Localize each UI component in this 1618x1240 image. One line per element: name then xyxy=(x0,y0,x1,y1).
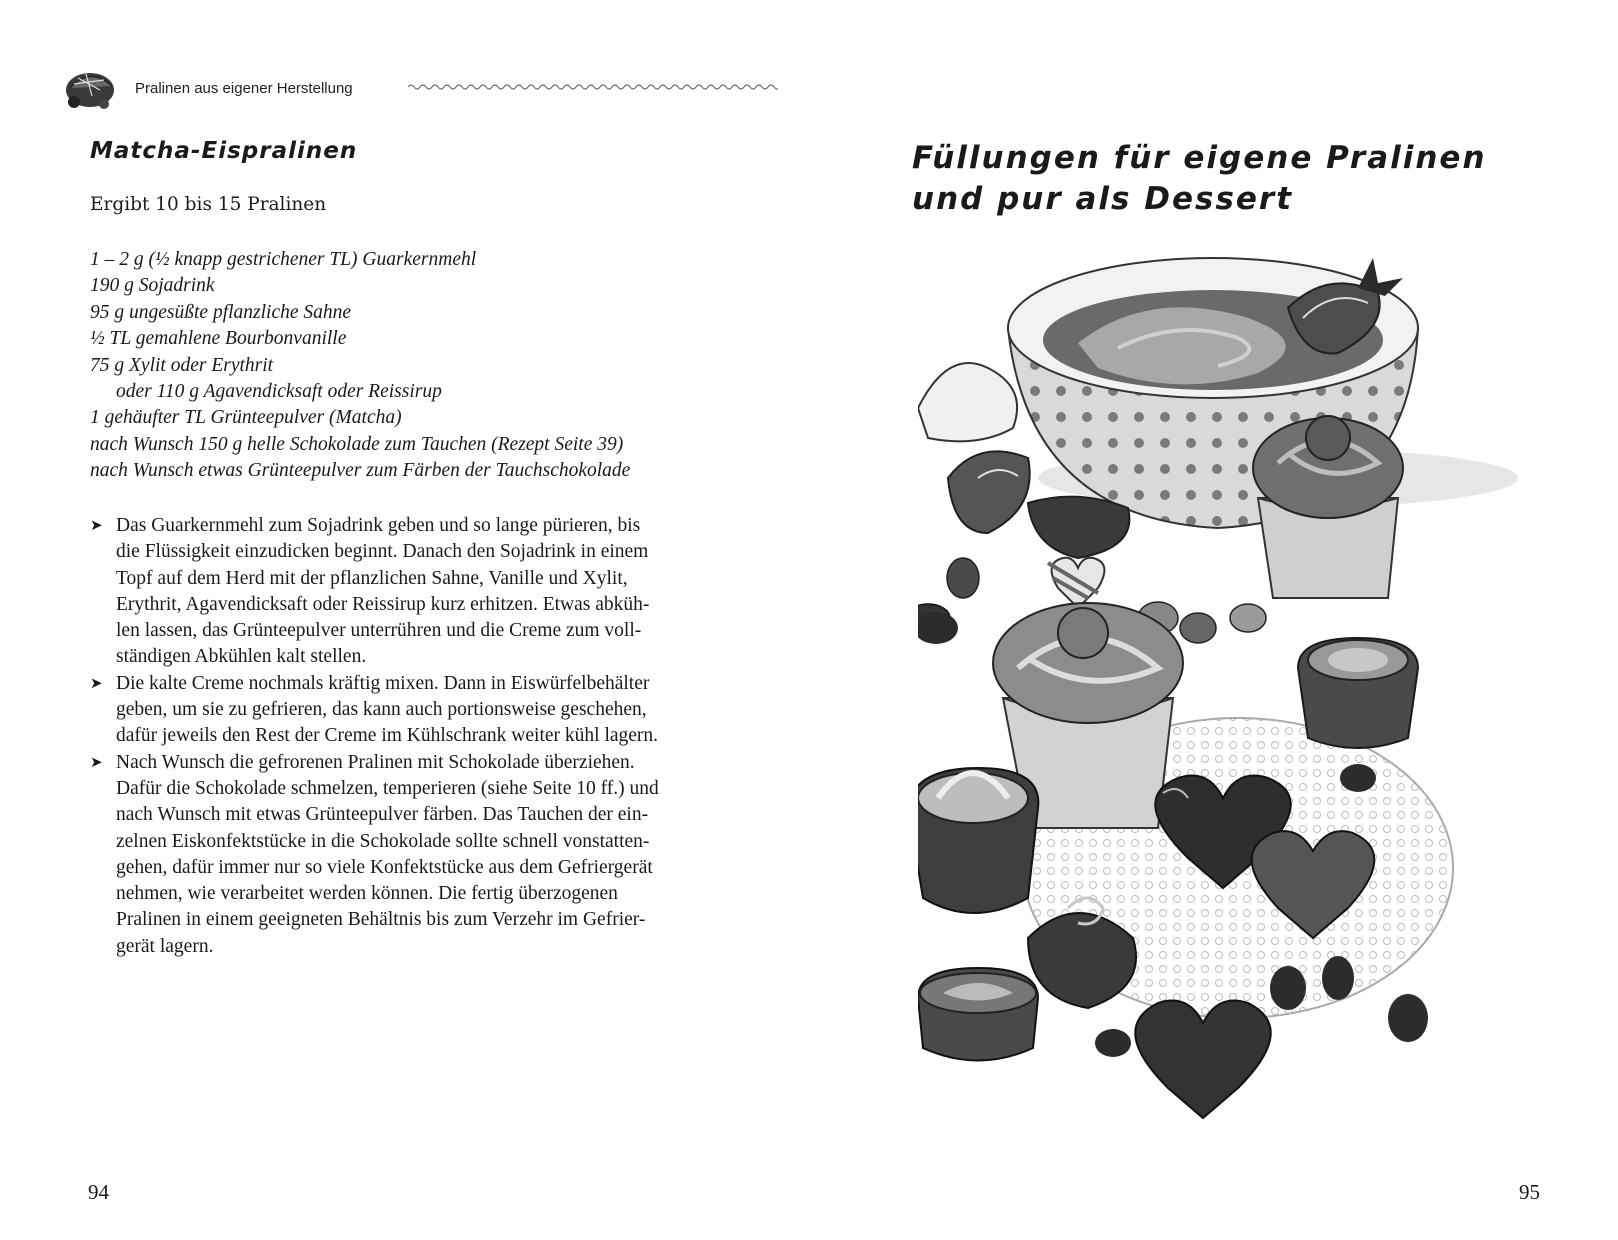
cupcake xyxy=(1253,416,1403,598)
step-line: zelnen Eiskonfektstücke in die Schokolade sollte schnell vonstatten- xyxy=(116,830,650,852)
step-line: Topf auf dem Herd mit der pflanzlichen Sahne, Vanille und Xylit, xyxy=(116,567,628,589)
page-number-left: 94 xyxy=(88,1180,109,1204)
recipe-yield: Ergibt 10 bis 15 Pralinen xyxy=(90,194,327,215)
praline-cream xyxy=(918,768,1038,913)
step-line: Nach Wunsch die gefrorenen Pralinen mit Schokolade überziehen. xyxy=(116,751,635,773)
instruction-steps xyxy=(90,513,710,960)
step-line: dafür jeweils den Rest der Creme im Kühlschrank weiter kühl lagern. xyxy=(116,725,659,747)
praline-cup xyxy=(1298,638,1418,748)
ingredient-item: ½ TL gemahlene Bourbonvanille xyxy=(90,328,347,350)
step-line: gerät lagern. xyxy=(116,935,214,957)
step-line: len lassen, das Grünteepulver unterrühren und die Creme zum voll- xyxy=(116,620,642,642)
step-item xyxy=(90,671,710,750)
coconut-piece xyxy=(918,363,1017,441)
wavy-rule xyxy=(408,82,778,92)
arrow-marker-icon: ➤ xyxy=(90,518,103,534)
chapter-title-line: Füllungen für eigene Pralinen xyxy=(912,140,1487,176)
page-number-right: 95 xyxy=(1519,1180,1540,1204)
step-line: Dafür die Schokolade schmelzen, temperieren (siehe Seite 10 ff.) und xyxy=(116,777,659,799)
arrow-marker-icon: ➤ xyxy=(90,675,103,692)
running-head xyxy=(60,64,730,112)
ingredient-item: 1 gehäufter TL Grünteepulver (Matcha) xyxy=(90,407,402,429)
ingredient-item: 75 g Xylit oder Erythrit xyxy=(90,354,274,376)
praline-leaf xyxy=(918,968,1038,1061)
recipe-title: Matcha-Eispralinen xyxy=(90,138,358,164)
ingredient-item: 95 g ungesüßte pflanzliche Sahne xyxy=(90,301,352,323)
step-line: gehen, dafür immer nur so viele Konfektstücke aus dem Gefriergerät xyxy=(116,856,653,878)
ingredient-item: nach Wunsch 150 g helle Schokolade zum Tauchen (Rezept Seite 39) xyxy=(90,433,624,455)
step-line: Die kalte Creme nochmals kräftig mixen. Dann in Eiswürfelbehälter xyxy=(116,672,650,694)
praline-icon xyxy=(60,64,116,112)
pralines-illustration xyxy=(918,248,1538,1158)
arrow-marker-icon: ➤ xyxy=(90,754,103,771)
step-line: geben, um sie zu gefrieren, das kann auch portionsweise geschehen, xyxy=(116,699,647,721)
step-line: Erythrit, Agavendicksaft oder Reissirup kurz erhitzen. Etwas abküh- xyxy=(116,593,650,615)
step-line: die Flüssigkeit einzudicken beginnt. Danach den Sojadrink in einem xyxy=(116,541,649,563)
step-line: nehmen, wie verarbeitet werden können. Die fertig überzogenen xyxy=(116,883,618,905)
ingredient-item: 190 g Sojadrink xyxy=(90,275,215,297)
step-item xyxy=(90,513,710,671)
chapter-title xyxy=(912,138,1487,220)
ingredient-item: 1 – 2 g (½ knapp gestrichener TL) Guarkernmehl xyxy=(90,249,477,270)
step-item xyxy=(90,750,710,960)
chapter-title-line: und pur als Dessert xyxy=(912,181,1294,217)
ingredient-item-alternative: oder 110 g Agavendicksaft oder Reissirup xyxy=(116,381,442,403)
step-line: nach Wunsch mit etwas Grünteepulver färben. Das Tauchen der ein- xyxy=(116,804,649,826)
running-head-text: Pralinen aus eigener Herstellung xyxy=(135,80,353,97)
ingredient-item: nach Wunsch etwas Grünteepulver zum Färben der Tauchschokolade xyxy=(90,460,631,482)
step-line: Pralinen in einem geeigneten Behältnis bis zum Verzehr im Gefrier- xyxy=(116,909,646,931)
step-line: ständigen Abkühlen kalt stellen. xyxy=(116,646,367,668)
step-line: Das Guarkernmehl zum Sojadrink geben und so lange pürieren, bis xyxy=(116,515,641,536)
ingredient-list xyxy=(90,247,630,485)
